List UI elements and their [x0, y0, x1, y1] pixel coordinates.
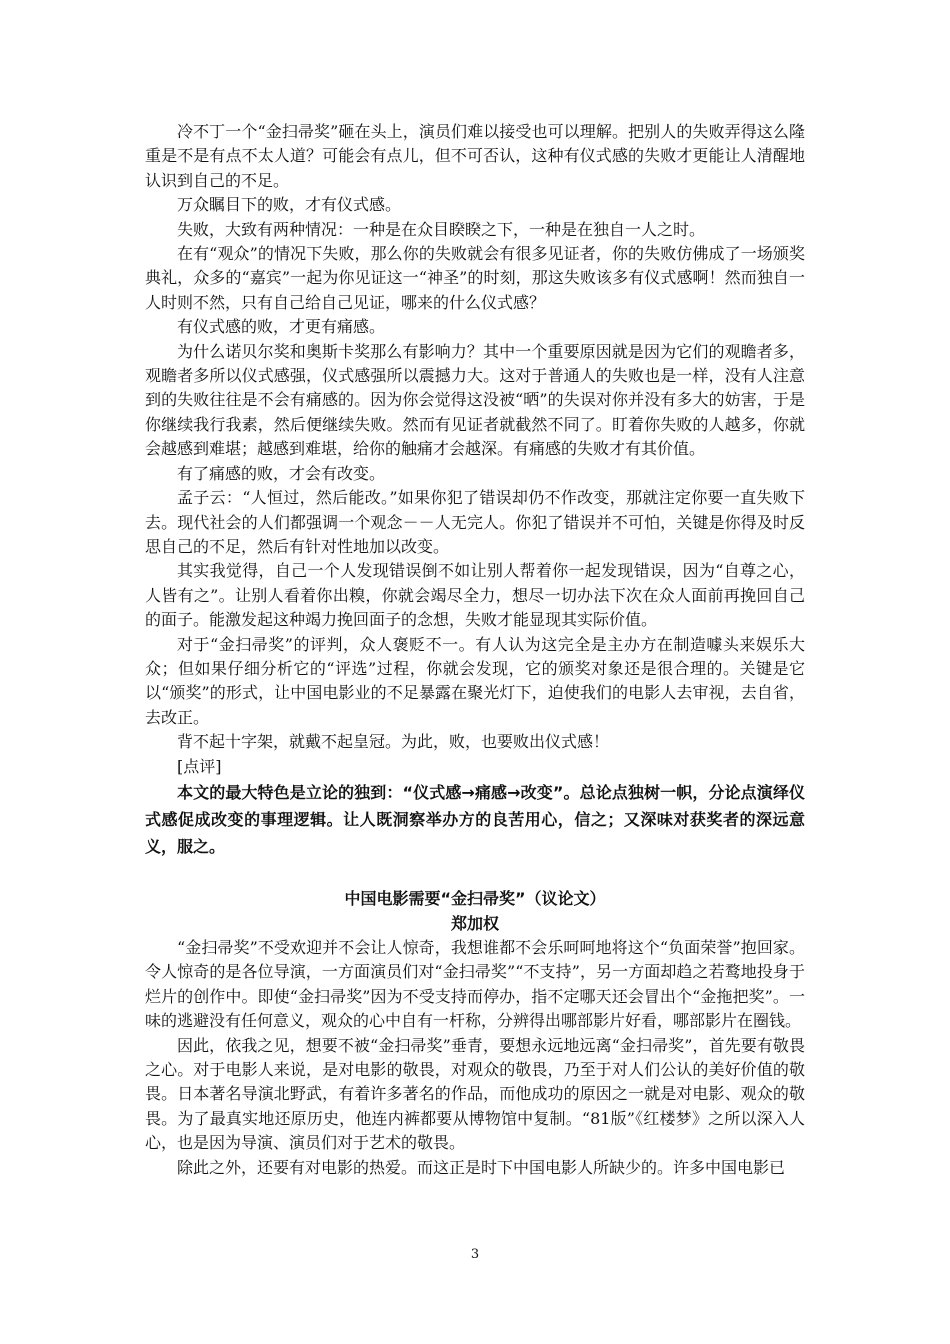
comment-text: 本文的最大特色是立论的独到：“仪式感→痛感→改变”。总论点独树一帜，分论点演绎仪式感促成改变的事理逻辑。让人既洞察举办方的良苦用心，信之；又深味对获奖者的深远意义，服之。 [145, 782, 805, 856]
article-author: 郑加权 [450, 913, 499, 933]
article-two [145, 886, 805, 1180]
paragraph: 除此之外，还要有对电影的热爱。而这正是时下中国电影人所缺少的。许多中国电影已 [177, 1157, 786, 1177]
paragraph: 有了痛感的败，才会有改变。 [177, 463, 386, 483]
paragraph: 冷不丁一个“金扫帚奖”砸在头上，演员们难以接受也可以理解。把别人的失败弄得这么隆重是不是有点不太人道？可能会有点儿，但不可否认，这种有仪式感的失败才更能让人清醒地认识到自己的不足。 [145, 122, 805, 190]
comment-label: [点评] [177, 756, 222, 776]
paragraph: 失败，大致有两种情况：一种是在众目睽睽之下，一种是在独自一人之时。 [177, 219, 706, 239]
paragraph: “金扫帚奖”不受欢迎并不会让人惊奇，我想谁都不会乐呵呵地将这个“负面荣誉”抱回家。令人惊奇的是各位导演，一方面演员们对“金扫帚奖”“不支持”，另一方面却趋之若鹜地投身于烂片的创作中。即使“金扫帚奖”因为不受支持而停办，指不定哪天还会冒出个“金拖把奖”。一味的逃避没有任何意义，观众的心中自有一杆称，分辨得出哪部影片好看，哪部影片在圈钱。 [145, 937, 805, 1031]
page-number: 3 [470, 1247, 480, 1262]
paragraph: 背不起十字架，就戴不起皇冠。为此，败，也要败出仪式感！ [177, 732, 610, 752]
document-body [145, 120, 805, 1180]
paragraph: 对于“金扫帚奖”的评判，众人褒贬不一。有人认为这完全是主办方在制造噱头来娱乐大众；但如果仔细分析它的“评选”过程，你就会发现，它的颁奖对象还是很合理的。关键是它以“颁奖”的形式，让中国电影业的不足暴露在聚光灯下，迫使我们的电影人去审视，去自省，去改正。 [145, 634, 805, 727]
article-title: 中国电影需要“金扫帚奖”（议论文） [344, 888, 606, 908]
paragraph: 孟子云：“人恒过，然后能改。”如果你犯了错误却仍不作改变，那就注定你要一直失败下去。现代社会的人们都强调一个观念－－人无完人。你犯了错误并不可怕，关键是你得及时反思自己的不足，然后有针对性地加以改变。 [145, 488, 805, 556]
paragraph: 万众瞩目下的败，才有仪式感。 [177, 195, 402, 215]
paragraph: 其实我觉得，自己一个人发现错误倒不如让别人帮着你一起发现错误，因为“自尊之心，人皆有之”。让别人看着你出糗，你就会竭尽全力，想尽一切办法下次在众人面前再挽回自己的面子。能激发起这种竭力挽回面子的念想，失败才能显现其实际价值。 [145, 561, 805, 630]
paragraph: 有仪式感的败，才更有痛感。 [177, 317, 386, 337]
article-one [145, 120, 805, 860]
paragraph: 在有“观众”的情况下失败，那么你的失败就会有很多见证者，你的失败仿佛成了一场颁奖典礼，众多的“嘉宾”一起为你见证这一“神圣”的时刻，那这失败该多有仪式感啊！然而独自一人时则不然，只有自己给自己见证，哪来的什么仪式感？ [145, 244, 805, 312]
paragraph: 因此，依我之见，想要不被“金扫帚奖”垂青，要想永远地远离“金扫帚奖”，首先要有敬畏之心。对于电影人来说，是对电影的敬畏，对观众的敬畏，乃至于对人们公认的美好价值的敬畏。日本著名导演北野武，有着许多著名的作品，而他成功的原因之一就是对电影、观众的敬畏。为了最真实地还原历史，他连内裤都要从博物馆中复制。“81版”《红楼梦》之所以深入人心，也是因为导演、演员们对于艺术的敬畏。 [145, 1035, 805, 1153]
paragraph: 为什么诺贝尔奖和奥斯卡奖那么有影响力？其中一个重要原因就是因为它们的观瞻者多，观瞻者多所以仪式感强，仪式感强所以震撼力大。这对于普通人的失败也是一样，没有人注意到的失败往往是不会有痛感的。因为你会觉得这没被“晒”的失误对你并没有多大的妨害，于是你继续我行我素，然后便继续失败。然而有见证者就截然不同了。盯着你失败的人越多，你就会越感到难堪；越感到难堪，给你的触痛才会越深。有痛感的失败才有其价值。 [145, 341, 805, 459]
